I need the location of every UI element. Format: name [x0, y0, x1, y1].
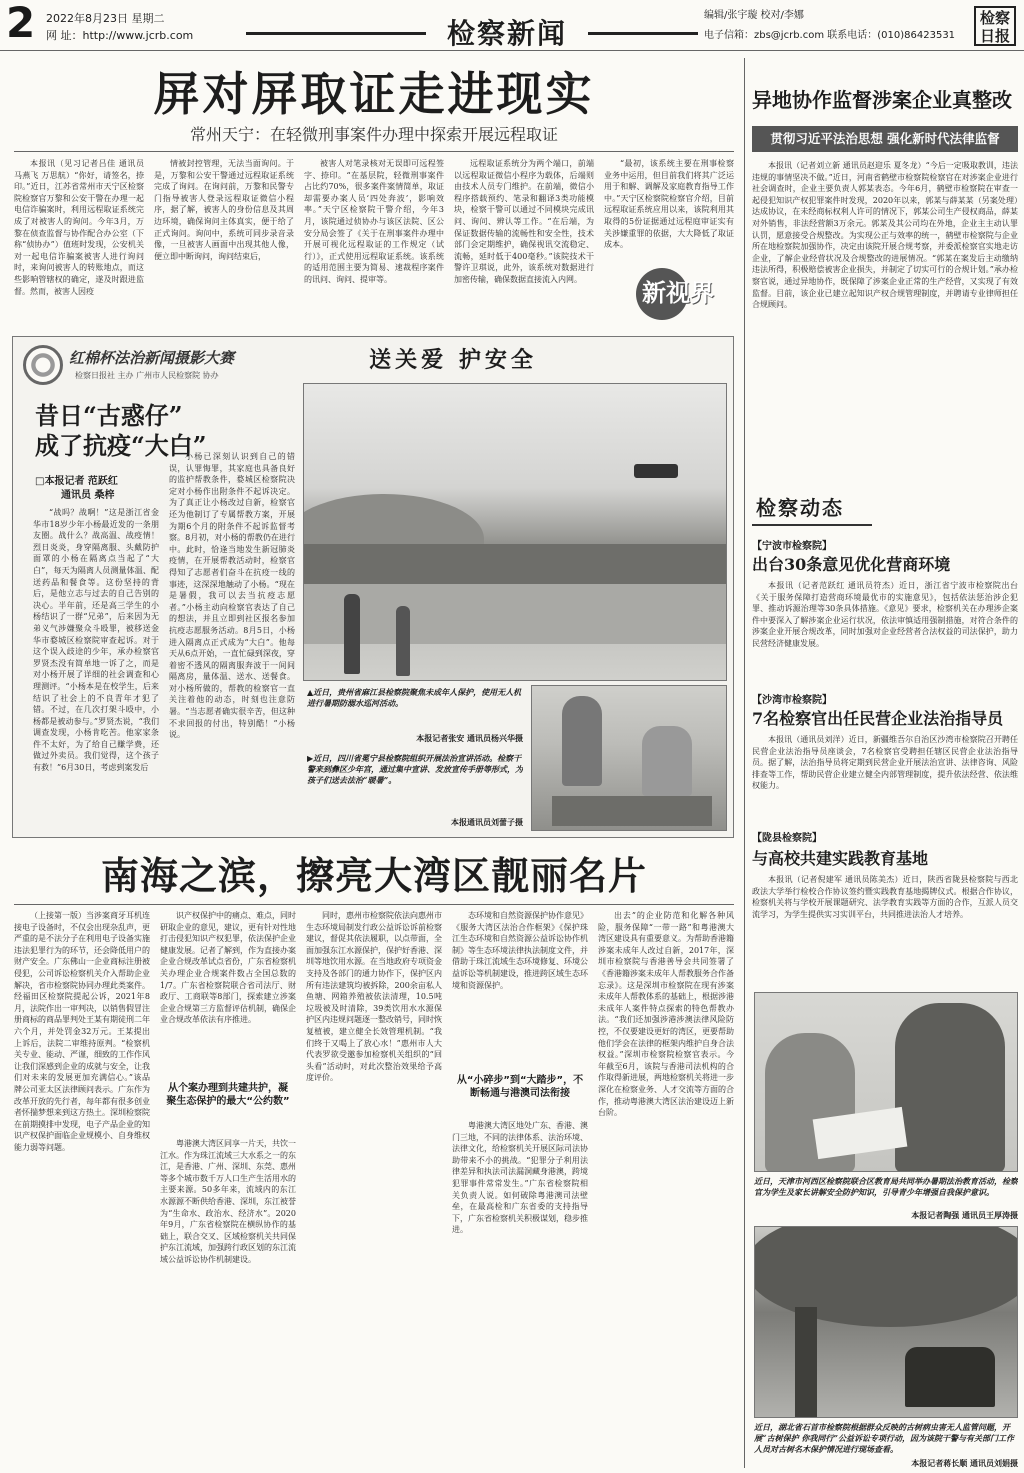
lead-col-1 [14, 158, 144, 330]
lead-col-5 [604, 158, 734, 258]
right-banner: 贯彻习近平法治思想 强化新时代法律监督 [752, 126, 1018, 152]
paper-logo: 检察日报 [974, 6, 1016, 46]
bay-col-5 [598, 910, 734, 1466]
caption-top-credit: 本报记者张安 通讯员杨兴华摄 [416, 733, 523, 743]
student-figure [642, 726, 692, 796]
person-1 [344, 594, 360, 674]
riverbank-wall [304, 544, 727, 584]
teacher-figure [562, 696, 602, 786]
bay-col-4-text: 态环境和自然资源保护协作意见》《服务大湾区法治合作框架》《保护珠江生态环境和自然资源公益诉讼协作机制》等生态环境法律执法制度文件，并借助于珠江流域生态环境修复、环境公益诉讼等机制建设，推进跨区域生态环境和资源保护。 [452, 911, 588, 990]
website: 网 址：http://www.jcrb.com [46, 29, 194, 42]
bay-col-4-bottom [452, 1120, 588, 1466]
editors: 编辑/张宇璇 校对/李娜 [704, 10, 804, 21]
dynamics-title-rule [752, 524, 872, 526]
school-officials-photo [754, 992, 1018, 1172]
masthead-rule-left [246, 32, 426, 35]
story-title-2: 成了抗疫“大白” [35, 431, 207, 460]
dynamics-item-1-text: 本报讯（记者范跃红 通讯员符杰）近日，浙江省宁波市检察院出台《关于服务保障打造营商环境最优市的实施意见》，包括依法惩治涉企犯罪、推动诉源治理等30条具体措施。《意见》要求，检察机关在办理涉企案件中要深入了解涉案企业运行状况，依法审慎适用强制措施，对符合条件的涉案企业开展合规改革，同时加强对企业经营者合法权益的司法保护，助力民营经济健康发展。 [752, 581, 1018, 648]
drone-icon [634, 464, 678, 478]
masthead-bottom-rule [0, 50, 1024, 51]
page-number: 2 [6, 0, 36, 47]
lead-col-1-text: 本报讯（见习记者吕佳 通讯员马燕飞 万思航）“你好，请签名，捺印。”近日，江苏省常州市天宁区检察院检察官万黎和公安干警在办理一起电信诈骗案时，利用远程取证系统完成了对被害人的询问。今年3月，万黎在侦查监督与协作配合办公室（下称“侦协办”）值班时发现，公安机关对一起电信诈骗案被害人进行询问时，来询问被害人的转账地点，而这些影响管辖权的确定，遂及时跟进监督。然而，被害人因疫 [14, 159, 144, 296]
contest-theme: 送关爱 护安全 [369, 347, 537, 373]
section-title: 检察新闻 [446, 17, 567, 50]
right-photo-top-caption: 近日，天津市河西区检察院联合区教育局共同举办暑期法治教育活动，检察官为学生及家长讲解安全防护知识，引导青少年增强自我保护意识。 [754, 1176, 1018, 1197]
right-headline: 异地协作监督涉案企业真整改 [752, 88, 1012, 112]
story-col-1-text: “战吗？战啊！”这是浙江省金华市18岁少年小杨最近发的一条朋友圈。战什么？战高温、战疫情！烈日炎炎，身穿隔离服、头戴防护面罩的小杨在隔离点当起了“大白”，每天为隔离人员测量体温、配送药品和餐食等。这份坚持的背后，是他立志与过去的自己告别的决心。半年前，还是高三学生的小杨结识了一群“兄弟”，后来因为无弟义气涉嫌聚众斗殴罪，被移送金华市婺城区检察院审查起诉。对于这个误入歧途的少年，承办检察官罗贤杰没有简单地一诉了之，而是对小杨开展了详细的社会调查和心理测评。“小杨本是在校学生，后来结识了社会上的不良青年才犯了错。不过，在几次打架斗殴中，小杨都是被动参与。”罗贤杰说，“我们调查发现，小杨肯吃苦。他家家条件不太好，为了给自己赚学费，还做过外卖员。我们觉得，这个孩子有救！”6月30日，考虑到案发后 [33, 508, 159, 773]
dynamics-item-1-tag: 【宁波市检察院】 [752, 541, 832, 552]
right-photo-bottom-caption: 近日，湖北省石首市检察院根据群众反映的古树病虫害无人监管问题，开展“古树保护 你我同行”公益诉讼专项行动，因为该院干警与有关部门工作人员对古树名木保护情况进行现场查看。 [754, 1422, 1014, 1454]
bay-col-1 [14, 910, 150, 1466]
lead-col-2 [154, 158, 294, 330]
lead-col-3-text: 被害人对笔录核对无误即可远程签字、捺印。“在基层院，轻微刑事案件占比约70%，很多案件案情简单，取证却需要办案人员‘四处奔波’，影响效率。”天宁区检察院干警介绍，今年3月，该院通过侦协办与该区法院、区公安分局会签了《关于在刑事案件办理中开展可视化远程取证的工作规定（试行）》，正式使用远程取证系统。该系统的适用范围主要为简易、速裁程序案件的讯问、询问、提审等。 [304, 159, 444, 284]
story-byline-reporter: □本报记者 范跃红 [35, 476, 118, 487]
classroom-photo [531, 685, 727, 831]
story-col-1 [33, 507, 159, 831]
man-right-figure [895, 1003, 1005, 1172]
lead-headline: 屏对屏取证走进现实 [153, 67, 595, 121]
caption-bottom: ▶近日，四川省冕宁县检察院组织开展法治宣讲活动。检察干警来到彝区少年宫，通过集中宣讲、发放宣传手册等形式，为孩子们送去法治“暖暑”。 [307, 753, 523, 785]
contact: 电子信箱：zbs@jcrb.com 联系电话：(010)86423531 [704, 30, 956, 41]
lead-col-4 [454, 158, 594, 330]
tree-canopy [754, 1226, 1018, 1327]
dynamics-item-3-body [752, 874, 1018, 986]
story-title-1: 昔日“古惑仔” [35, 401, 183, 430]
lead-col-3 [304, 158, 444, 330]
bay-col-3-text: 同时，惠州市检察院依法向惠州市生态环境局制发行政公益诉讼诉前检察建议，督促其依法履职，以点带面，全面加强东江水源保护，保护好香港、深圳等地饮用水源。在当地政府专项资金支持及各部门的通力协作下，保护区内所有违法建筑均被拆除，200余亩私人鱼塘、网箱养殖被依法清理，10.5吨垃圾被及时清除，39类饮用水水源保护区内违规问题逐一整改销号，同时恢复植被，建立健全长效管理机制。“我们终于又喝上了放心水！”惠州市人大代表罗欲受邀参加检察机关组织的“回头看”活动时，对此次整治效果给予高度评价。 [306, 911, 442, 1083]
bay-col-3 [306, 910, 442, 1466]
tree-trunk [795, 1307, 817, 1417]
desk-shape [552, 796, 712, 826]
dynamics-item-2-headline: 7名检察官出任民营企业法治指导员 [752, 709, 1004, 728]
drone-river-photo [303, 383, 727, 681]
right-photo-bottom-credit: 本报记者蒋长顺 通讯员刘娟摄 [911, 1458, 1018, 1468]
caption-bottom-credit: 本报通讯员刘蕾子摄 [451, 817, 523, 827]
dynamics-item-3-text: 本报讯（记者倪建军 通讯员陈美杰）近日，陕西省陇县检察院与西北政法大学举行检校合作协议签约暨实践教育基地揭牌仪式。根据合作协议，检察机关将与学校开展课题研究、法学教育实践等方面的合作，互派人员交流学习，为学生提供实习实训平台，共同推进法治人才培养。 [752, 875, 1018, 919]
dynamics-header [752, 492, 1018, 526]
dynamics-item-2-tag: 【沙湾市检察院】 [752, 695, 832, 706]
dynamics-item-3-tag: 【陇县检察院】 [752, 833, 822, 844]
dynamics-item-2-body [752, 734, 1018, 820]
contest-organizer: 检察日报社 主办 广州市人民检察院 协办 [75, 371, 219, 380]
bay-col-2-text: 识产权保护中的痛点、难点，同时研取企业的意见，建议，更有针对性地打击侵犯知识产权犯罪，依法保护企业健康发展。记者了解到，作为直接办案企业合规改革试点省份，广东省检察机关办理企业合规案件数占全国总数的1/7。广东省检察院联合省司法厅、财政厅、工商联等8部门，探索建立涉案企业合规第三方监督评估机制，确保企业合规改革依法有序推进。 [160, 911, 296, 1025]
lead-col-5-text: “最初，该系统主要在刑事检察业务中运用，但目前我们将其广泛运用于和解、调解及家庭教育指导工作中。”天宁区检察院检察官介绍，目前远程取证系统应用以来，该院利用其取得的5份证据通过远程庭审证实有关涉嫌重罪的依据，大大降低了取证成本。 [604, 159, 734, 250]
river-water [304, 584, 727, 644]
dynamics-item-3-headline: 与高校共建实践教育基地 [752, 849, 929, 868]
lead-subheadline: 常州天宁：在轻微刑事案件办理中探索开展远程取证 [189, 125, 558, 144]
dynamics-item-2-text: 本报讯（通讯员刘洋）近日，新疆维吾尔自治区沙湾市检察院召开聘任民营企业法治指导员座谈会，7名检察官受聘担任辖区民营企业法治指导员。据了解，法治指导员将定期到民营企业开展法治宣讲、法律咨询、风险排查等工作，帮助民营企业建立健全内部管理制度，提升依法经营、依法维权能力。 [752, 735, 1018, 791]
photo-contest-box [12, 336, 734, 838]
new-vision-label: 新视界 [642, 278, 714, 307]
right-photo-top-credit: 本报记者陶强 通讯员王厚涛摄 [911, 1210, 1018, 1220]
bay-col-2b-text: 粤港澳大湾区同享一片天，共饮一江水。作为珠江流域三大水系之一的东江，是香港、广州、深圳、东莞、惠州等多个城市数千万人口生产生活用水的主要来源。50多年来，流域内的东江水源源不断供给香港、深圳，东江被誉为“生命水、政治水、经济水”。2020年9月，广东省检察院在横纵协作的基础上，联合交叉、区域检察机关共同保护东江流域，加强跨行政区划的东江流域公益诉讼协作机制建设。 [160, 1139, 296, 1264]
story-byline-correspondent: 通讯员 桑梓 [61, 490, 115, 501]
inspector-group [905, 1347, 995, 1407]
new-vision-badge [636, 266, 734, 326]
story-col-2-text: 小杨已深刻认识到自己的错误，认罪悔罪，其家庭也具备良好的监护帮教条件，婺城区检察院决定对小杨作出附条件不起诉决定。为了真正让小杨改过自新，检察官还为他制订了专属帮教方案，开展为期6个月的附条件不起诉监督考察。8月初，对小杨的帮教仍在进行中。此时，恰逢当地发生新冠肺炎疫情，在开展帮教活动时，检察官得知了志愿者们奋斗在抗疫一线的事迹，这深深地触动了小杨。“现在是暑假，我可以去当抗疫志愿者。”小杨主动向检察官表达了自己的想法，并且立即到社区报名参加抗疫志愿服务活动。8月5日，小杨进入隔离点正式成为“大白”。他每天从6点开始，一直忙碌到深夜，穿着密不透风的隔离服奔波于一间间隔离房，量体温、送水、送餐食。对小杨所做的，帮教的检察官一直关注着他的动态，时刻也注意防暑。“当志愿者确实很辛苦，但这种不求回报的付出，特别酷！”小杨说。 [169, 452, 295, 740]
issue-date: 2022年8月23日 星期二 [46, 12, 165, 25]
lead-divider [14, 151, 734, 152]
bay-headline: 南海之滨，擦亮大湾区靓丽名片 [100, 853, 647, 898]
dynamics-item-1-headline: 出台30条意见优化营商环境 [752, 555, 951, 574]
bay-col-1-text: （上接第一版）当涉案商牙耳机连接电子设备时，不仅会出现杂乱声，更严重的是不法分子在利用电子设备实施违法犯罪行为的环节，还会降低用户的财产安全。广东佛山一企业商标注册被侵犯，公司诉讼检察机关介入帮助企业解决，省市检察院协同办理此类案件。经福田区检察院提起公诉，2021年8月，法院作出一审判决，以销售假冒注册商标的商品罪判处王某有期徒刑二年六个月，并处罚金32万元。王某提出上诉后，法院二审维持原判。“检察机关专业、能动、严谨，细致的工作作风让我们深感到企业的成就与安全，让我们对未来的发展更加充满信心。”该品牌公司亚太区法律顾问表示。广东作为改革开放的先行者，每年都有很多创业者怀揣梦想来到这方热土。深圳检察院在前期摸排中发现，电子产品企业的知识产权保护面临企业规模小、自身维权能力弱等问题。 [14, 911, 150, 1152]
bay-col-2-bottom [160, 1138, 296, 1466]
bay-col-4b-text: 粤港澳大湾区地处广东、香港、澳门三地，不同的法律体系、法治环境、法律文化，给检察机关开展区际司法协助带来不小的挑战。“犯罪分子利用法律差异和执法司法漏洞藏身港澳，跨境犯罪事件常常发生。”广东省检察院相关负责人说。如何破除粤港澳司法壁垒，在最高检和广东省委的支持指导下，广东省检察机关积极谋划，稳步推进。 [452, 1121, 588, 1235]
masthead-rule-right [588, 32, 698, 35]
bay-col-2-top [160, 910, 296, 1076]
caption-top: ▲近日，贵州省麻江县检察院聚焦未成年人保护，使用无人机进行暑期防溺水巡河活动。 [307, 687, 522, 708]
dynamics-title: 检察动态 [756, 496, 844, 520]
right-column-divider [744, 58, 745, 1468]
contest-title: 红棉杯法治新闻摄影大赛 [69, 349, 235, 367]
person-2 [396, 606, 410, 676]
bay-divider [14, 904, 734, 905]
bay-col-4-top [452, 910, 588, 1030]
bay-section-head-2: 从“小碎步”到“大踏步”，不断畅通与港澳司法衔接 [456, 1075, 584, 1099]
camera-icon [23, 345, 63, 385]
bay-section-head-1: 从个案办理到共建共护，凝聚生态保护的最大“公约数” [166, 1083, 290, 1107]
ancient-tree-photo [754, 1226, 1018, 1418]
lead-col-2-text: 情被封控管理，无法当面询问。于是，万黎和公安干警通过远程取证系统完成了询问。在询问前，万黎和民警专门指导被害人登录远程取证微信小程序，据了解，被害人的身份信息及其周边环境，确保询问主体真实，便于给了正式询问。询问中，系统可同步录音录像，一旦被害人画面中出现其他人像，便立即中断询问，询问结束后， [154, 159, 294, 261]
bay-col-5-text: 出去”的企业防范和化解各种风险，服务保障“一带一路”和粤港澳大湾区建设具有重要意义。为帮助香港籍涉案未成年人改过自新，2017年，深圳市检察院与香港善导会共同签署了《香港籍涉案未成年人帮教服务合作备忘录》。这是深圳市检察院在现有涉案未成年人帮教体系的基础上，根据涉港未成年人案件特点探索的特色帮教办法。“我们还加强涉港涉澳法律风险防控，不仅要建设更好的湾区，更要帮助他们学会在法律的框架内维护自身合法权益。”深圳市检察院检察官表示。今年截至6月，该院与香港司法机构的合作取得新进展，两地检察机关将进一步深化在检察业务、人才交流等方面的合作，推动粤港澳大湾区法治建设迈上新台阶。 [598, 911, 734, 1118]
lead-col-4-text: 远程取证系统分为两个端口，前端以远程取证微信小程序为载体，后端则由技术人员专门维护。在前端，微信小程序搭载预约、笔录和翻译3类功能模块，检察干警可以通过不同模块完成讯问、询问、辨认等工作。“在后端，为保证数据传输的流畅性和安全性，技术部门会定期维护，确保视讯交流稳定、流畅，延时低于400毫秒。”该院技术干警许卫琪说，此外，该系统对数据进行加密传输，确保数据直接流入内网。 [454, 159, 594, 284]
right-article [752, 160, 1018, 450]
right-article-text: 本报讯（记者刘立新 通讯员赵迎乐 夏冬龙）“今后一定吸取教训，违法违规的事情坚决不做。”近日，河南省鹤壁市检察院检察官在对涉案企业进行社会调查时，企业主要负责人郭某表态。今年6月，鹤壁市检察院在审查一起侵犯知识产权犯罪案件时发现，2020年以来，郭某与薛某某（另案处理）达成协议，在未经商标权利人许可的情况下，郭某公司生产侵权商品，薛某对外销售，非法经营额3万余元。郭某及其公司均在外地，企业主主动认罪认罚，愿意接受合规整改。为实现公正与效率的统一，鹤壁市检察院与企业所在地检察院加强协作，决定由该院开展合规考察，并委派检察官实地走访企业，了解企业经营状况及合规整改的进展情况。“郭某在案发后主动缴纳违法所得，积极赔偿被害企业损失，并制定了切实可行的合规计划。”承办检察官说，通过异地协作，既保障了涉案企业正常的生产经营，又实现了有效监督。目前，该企业已建立起知识产权合规管理制度，并聘请专业律师担任合规顾问。 [752, 161, 1018, 310]
story-col-2 [169, 451, 295, 831]
masthead [0, 0, 1024, 52]
